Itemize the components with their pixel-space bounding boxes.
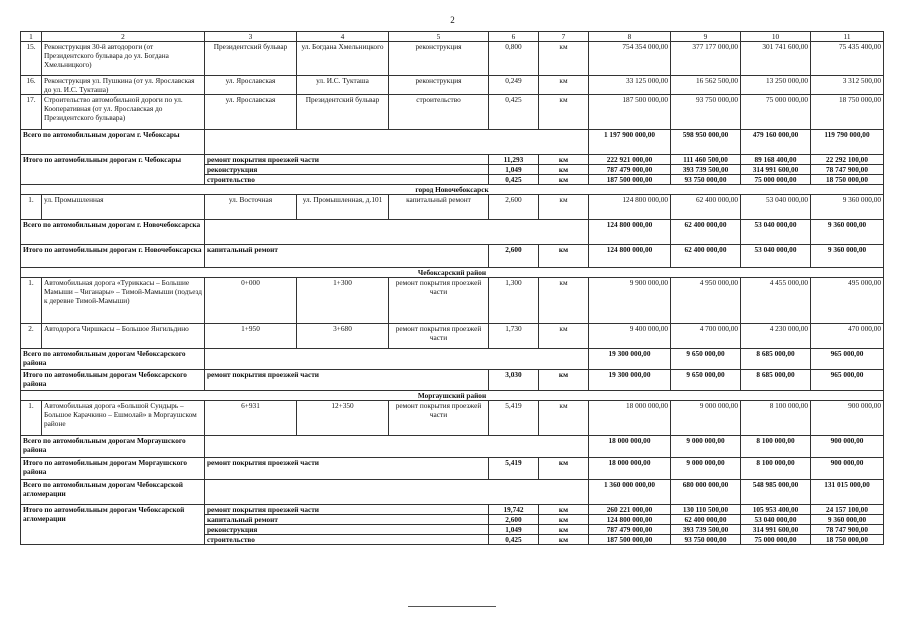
table-cell: 0,425 [489,95,539,130]
column-number: 8 [589,32,671,42]
table-cell: км [539,165,589,175]
table-cell: 9 000 000,00 [671,458,741,480]
table-cell: 187 500 000,00 [589,175,671,185]
table-cell: 187 500 000,00 [589,95,671,130]
table-cell: 0+000 [205,278,297,324]
itogo-label: Итого по автомобильным дорогам Моргаушского района [21,458,205,480]
table-cell: 13 250 000,00 [741,76,811,95]
table-cell: 15. [21,42,42,76]
table-cell: 75 000 000,00 [741,175,811,185]
table-cell: 393 739 500,00 [671,525,741,535]
table-cell: 900 000,00 [811,458,884,480]
work-type: ремонт покрытия проезжей части [205,370,489,391]
table-cell: ул. Богдана Хмельницкого [297,42,389,76]
table-cell: 8 100 000,00 [741,458,811,480]
table-cell: строительство [389,95,489,130]
table-cell: 470 000,00 [811,324,884,349]
table-cell: км [539,458,589,480]
table-cell: 1,730 [489,324,539,349]
section-title: город Новочебоксарск [21,185,884,195]
table-cell: 1,049 [489,165,539,175]
work-type: реконструкция [205,165,489,175]
total-row [21,480,884,505]
table-cell: 4 230 000,00 [741,324,811,349]
total-value: 124 800 000,00 [589,220,671,245]
table-cell: ул. Восточная [205,195,297,220]
column-number: 5 [389,32,489,42]
table-cell: 4 700 000,00 [671,324,741,349]
column-number: 6 [489,32,539,42]
table-cell: 24 157 100,00 [811,505,884,515]
table-cell: Реконструкция ул. Пушкина (от ул. Ярославская до ул. И.С. Тукташа) [42,76,205,95]
column-number: 4 [297,32,389,42]
table-cell: 9 650 000,00 [671,370,741,391]
section-title-row [21,391,884,401]
table-cell: ремонт покрытия проезжей части [389,324,489,349]
table-cell: 0,800 [489,42,539,76]
table-cell: 0,249 [489,76,539,95]
table-cell: 130 110 500,00 [671,505,741,515]
table-cell: 495 000,00 [811,278,884,324]
table-cell: 124 800 000,00 [589,245,671,268]
table-cell [205,349,589,370]
total-row [21,130,884,155]
total-row [21,220,884,245]
itogo-label: Итого по автомобильным дорогам г. Чебоксары [21,155,205,185]
table-cell: Автомобильная дорога «Туриккасы – Большие Мамыши – Чиганары» – Тимой-Мамыши (подъезд к деревне Тимой-Мамыши) [42,278,205,324]
table-cell: 2,600 [489,245,539,268]
table-cell: реконструкция [389,42,489,76]
table-cell: Автодорога Чиршкасы – Большое Янгильдино [42,324,205,349]
bottom-rule [408,606,496,607]
total-row [21,349,884,370]
table-cell: Реконструкция 30-й автодороги (от Президентского бульвара до ул. Богдана Хмельницкого) [42,42,205,76]
total-value: 62 400 000,00 [671,220,741,245]
table-cell: км [539,505,589,515]
total-value: 18 000 000,00 [589,436,671,458]
total-label: Всего по автомобильным дорогам Моргаушского района [21,436,205,458]
table-cell: 53 040 000,00 [741,245,811,268]
table-cell: ул. Ярославская [205,76,297,95]
table-cell: 16. [21,76,42,95]
table-cell: 377 177 000,00 [671,42,741,76]
table-cell: км [539,95,589,130]
table-cell: 9 360 000,00 [811,515,884,525]
table-cell: 78 747 900,00 [811,165,884,175]
total-row [21,436,884,458]
total-value: 598 950 000,00 [671,130,741,155]
table-cell: 1+950 [205,324,297,349]
table-cell: 105 953 400,00 [741,505,811,515]
itogo-row [21,458,884,480]
table-cell: 1. [21,278,42,324]
table-cell: 75 000 000,00 [741,95,811,130]
column-number: 3 [205,32,297,42]
table-cell: ул. И.С. Тукташа [297,76,389,95]
table-cell: 1. [21,401,42,436]
table-cell: 965 000,00 [811,370,884,391]
table-cell: 222 921 000,00 [589,155,671,165]
itogo-row [21,245,884,268]
road-works-table [20,31,884,545]
work-type: капитальный ремонт [205,515,489,525]
table-cell: 33 125 000,00 [589,76,671,95]
table-cell: 17. [21,95,42,130]
table-cell: 900 000,00 [811,401,884,436]
table-cell: Автомобильная дорога «Большой Сундырь – Большое Карачкино – Ешмолай» в Моргаушском районе [42,401,205,436]
table-cell: 9 360 000,00 [811,245,884,268]
table-cell: 18 750 000,00 [811,175,884,185]
table-cell: 3+680 [297,324,389,349]
table-cell: ремонт покрытия проезжей части [389,278,489,324]
table-cell: км [539,195,589,220]
table-cell: км [539,245,589,268]
table-row [21,324,884,349]
itogo-label: Итого по автомобильным дорогам г. Новочебоксарска [21,245,205,268]
table-cell: км [539,324,589,349]
table-cell: Президентский бульвар [297,95,389,130]
total-value: 965 000,00 [811,349,884,370]
total-value: 9 650 000,00 [671,349,741,370]
table-row [21,76,884,95]
work-type: реконструкция [205,525,489,535]
work-type: ремонт покрытия проезжей части [205,458,489,480]
table-cell: Президентский бульвар [205,42,297,76]
table-cell [205,220,589,245]
table-cell: капитальный ремонт [389,195,489,220]
table-cell: 18 750 000,00 [811,535,884,545]
table-row [21,95,884,130]
page-number: 2 [450,15,455,25]
table-cell: 124 800 000,00 [589,195,671,220]
table-cell: 12+350 [297,401,389,436]
table-cell: км [539,155,589,165]
itogo-row [21,505,884,515]
table-cell: 4 950 000,00 [671,278,741,324]
table-cell: 11,293 [489,155,539,165]
header-row [21,32,884,42]
total-value: 9 000 000,00 [671,436,741,458]
table-cell: 19,742 [489,505,539,515]
table-cell: км [539,535,589,545]
table-cell: 75 000 000,00 [741,535,811,545]
itogo-label: Итого по автомобильным дорогам Чебоксарского района [21,370,205,391]
table-cell: 75 435 400,00 [811,42,884,76]
table-cell: 62 400 000,00 [671,245,741,268]
table-cell: 9 000 000,00 [671,401,741,436]
table-cell: км [539,401,589,436]
table-cell: 187 500 000,00 [589,535,671,545]
table-cell: 18 000 000,00 [589,401,671,436]
table-cell: км [539,370,589,391]
table-cell: 22 292 100,00 [811,155,884,165]
total-value: 9 360 000,00 [811,220,884,245]
table-cell: 9 900 000,00 [589,278,671,324]
column-number: 2 [42,32,205,42]
total-label: Всего по автомобильным дорогам Чебоксарского района [21,349,205,370]
total-value: 548 985 000,00 [741,480,811,505]
table-cell: 9 360 000,00 [811,195,884,220]
table-cell: 8 100 000,00 [741,401,811,436]
table-cell: 6+931 [205,401,297,436]
section-title-row [21,268,884,278]
column-number: 11 [811,32,884,42]
itogo-row [21,370,884,391]
table-cell: Строительство автомобильной дороги по ул. Кооперативная (от ул. Ярославская до Президентского бульвара) [42,95,205,130]
total-value: 8 100 000,00 [741,436,811,458]
table-row [21,42,884,76]
total-value: 1 360 000 000,00 [589,480,671,505]
table-cell: 0,425 [489,175,539,185]
total-value: 479 160 000,00 [741,130,811,155]
work-type: строительство [205,535,489,545]
work-type: ремонт покрытия проезжей части [205,505,489,515]
total-value: 1 197 900 000,00 [589,130,671,155]
table-cell [205,480,589,505]
table-cell: 16 562 500,00 [671,76,741,95]
itogo-row [21,155,884,165]
table-cell: км [539,278,589,324]
table-cell: ул. Ярославская [205,95,297,130]
total-value: 53 040 000,00 [741,220,811,245]
table-cell: ул. Промышленная, д.101 [297,195,389,220]
table-cell: 18 750 000,00 [811,95,884,130]
table-cell: ремонт покрытия проезжей части [389,401,489,436]
table-cell: 93 750 000,00 [671,535,741,545]
table-cell: 787 479 000,00 [589,165,671,175]
table-cell: 3 312 500,00 [811,76,884,95]
table-cell: 1,300 [489,278,539,324]
table-cell: 18 000 000,00 [589,458,671,480]
section-title: Моргаушский район [21,391,884,401]
total-label: Всего по автомобильным дорогам г. Чебоксары [21,130,205,155]
table-cell: 78 747 900,00 [811,525,884,535]
table-cell: км [539,42,589,76]
table-cell: 4 455 000,00 [741,278,811,324]
column-number: 1 [21,32,42,42]
table-cell: 124 800 000,00 [589,515,671,525]
table-cell: 393 739 500,00 [671,165,741,175]
column-number: 7 [539,32,589,42]
table-cell: км [539,525,589,535]
total-value: 680 000 000,00 [671,480,741,505]
table-row [21,401,884,436]
table-cell: 89 168 400,00 [741,155,811,165]
table-cell: 1,049 [489,525,539,535]
table-cell: ул. Промышленная [42,195,205,220]
table-cell: 62 400 000,00 [671,515,741,525]
total-value: 8 685 000,00 [741,349,811,370]
table-cell: 5,419 [489,458,539,480]
table-cell: 787 479 000,00 [589,525,671,535]
column-number: 9 [671,32,741,42]
table-cell: 314 991 600,00 [741,525,811,535]
total-value: 119 790 000,00 [811,130,884,155]
table-row [21,195,884,220]
table-cell: 754 354 000,00 [589,42,671,76]
table-cell: км [539,175,589,185]
table-cell: 1. [21,195,42,220]
table-cell: км [539,515,589,525]
table-cell: 0,425 [489,535,539,545]
table-cell: 3,030 [489,370,539,391]
table-cell: 9 400 000,00 [589,324,671,349]
work-type: строительство [205,175,489,185]
table-cell: 19 300 000,00 [589,370,671,391]
total-label: Всего по автомобильным дорогам г. Новочебоксарска [21,220,205,245]
work-type: капитальный ремонт [205,245,489,268]
table-cell: 93 750 000,00 [671,175,741,185]
table-row [21,278,884,324]
table-cell: 2. [21,324,42,349]
table-cell: 53 040 000,00 [741,515,811,525]
table-cell: 314 991 600,00 [741,165,811,175]
total-value: 900 000,00 [811,436,884,458]
table-cell: 1+300 [297,278,389,324]
table-cell: 260 221 000,00 [589,505,671,515]
table-cell: 111 460 500,00 [671,155,741,165]
section-title-row [21,185,884,195]
table-cell [205,130,589,155]
table-cell: 53 040 000,00 [741,195,811,220]
table-cell: 93 750 000,00 [671,95,741,130]
table-cell [205,436,589,458]
table-cell: 8 685 000,00 [741,370,811,391]
total-value: 131 015 000,00 [811,480,884,505]
total-value: 19 300 000,00 [589,349,671,370]
table-cell: 62 400 000,00 [671,195,741,220]
table-cell: 5,419 [489,401,539,436]
total-label: Всего по автомобильным дорогам Чебоксарской агломерации [21,480,205,505]
column-number: 10 [741,32,811,42]
itogo-label: Итого по автомобильным дорогам Чебоксарской агломерации [21,505,205,545]
table-cell: 301 741 600,00 [741,42,811,76]
section-title: Чебоксарский район [21,268,884,278]
work-type: ремонт покрытия проезжей части [205,155,489,165]
table-cell: 2,600 [489,515,539,525]
table-cell: км [539,76,589,95]
table-cell: реконструкция [389,76,489,95]
table-cell: 2,600 [489,195,539,220]
